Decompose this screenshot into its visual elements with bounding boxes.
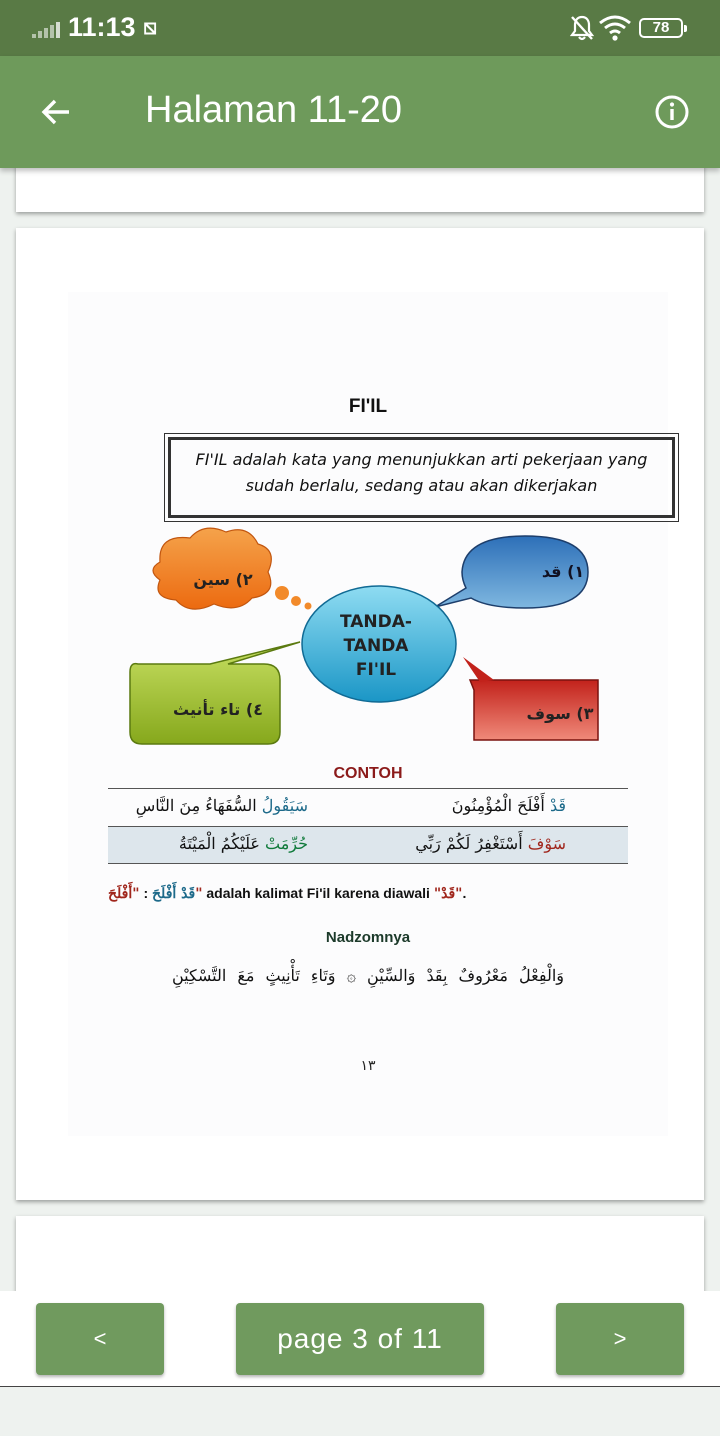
current-page-card[interactable] (16, 228, 704, 1200)
page-number: ١٣ (360, 1058, 376, 1074)
signal-icon (32, 22, 62, 38)
example-cell: قَدْ أَفْلَحَ الْمُؤْمِنُونَ (451, 796, 566, 815)
bottom-navigation (0, 1291, 720, 1387)
examples-heading: CONTOH (333, 765, 403, 782)
sign-2-label: ٢) سين (193, 570, 253, 589)
screenshot-indicator-icon: ⧅ (143, 14, 157, 39)
nadzom-verse: وَالْفِعْلُ مَعْرُوفٌ بِقَدْ وَالسِّيْنِ ۞ وَتَاءِ تَأْنِيثٍ مَعَ التَّسْكِيْنِ (172, 966, 564, 985)
app-bar (0, 56, 720, 168)
info-icon (654, 94, 690, 130)
status-bar (0, 0, 720, 56)
info-button[interactable] (646, 86, 698, 138)
sign-1-label: ١) قد (541, 562, 585, 581)
example-cell: حُرِّمَتْ عَلَيْكُمُ الْمَيْتَةُ (178, 834, 308, 853)
sign-3-label: ٣) سوف (526, 704, 594, 723)
sign-4-label: ٤) تاء تأنيث (173, 700, 263, 719)
arrow-left-icon (40, 96, 72, 128)
diagram-center-label: TANDA- TANDA FI'IL (340, 612, 412, 680)
examples-table (108, 788, 628, 868)
next-page-card[interactable] (16, 1216, 704, 1296)
system-nav-area (0, 1388, 720, 1436)
back-button[interactable] (30, 86, 82, 138)
example-note: قَدْ أَفْلَحَ : "أَفْلَحَ" adalah kalimat Fi'il karena diawali "قَدْ". (108, 885, 467, 902)
table-row (108, 826, 628, 864)
definition-box: FI'IL adalah kata yang menunjukkan arti pekerjaan yang sudah berlalu, sedang atau akan dikerjakan (168, 437, 675, 518)
example-cell: سَوْفَ أَسْتَغْفِرُ لَكُمْ رَبِّي (415, 834, 566, 853)
battery-icon: 78 (639, 18, 683, 38)
previous-page-button[interactable]: < (36, 1303, 164, 1375)
page-title: Halaman 11-20 (145, 89, 403, 131)
table-row (108, 788, 628, 826)
wifi-icon (598, 14, 632, 47)
next-page-button[interactable]: > (556, 1303, 684, 1375)
page-indicator-button[interactable]: page 3 of 11 (236, 1303, 484, 1375)
nadzom-heading: Nadzomnya (325, 929, 411, 946)
page-scan (68, 292, 668, 1136)
signs-diagram (68, 522, 668, 762)
status-time: 11:13 (68, 12, 136, 42)
bell-muted-icon (570, 14, 594, 47)
page-heading: FI'IL (348, 396, 388, 417)
example-cell: سَيَقُولُ السُّفَهَاءُ مِنَ النَّاسِ (135, 796, 308, 815)
